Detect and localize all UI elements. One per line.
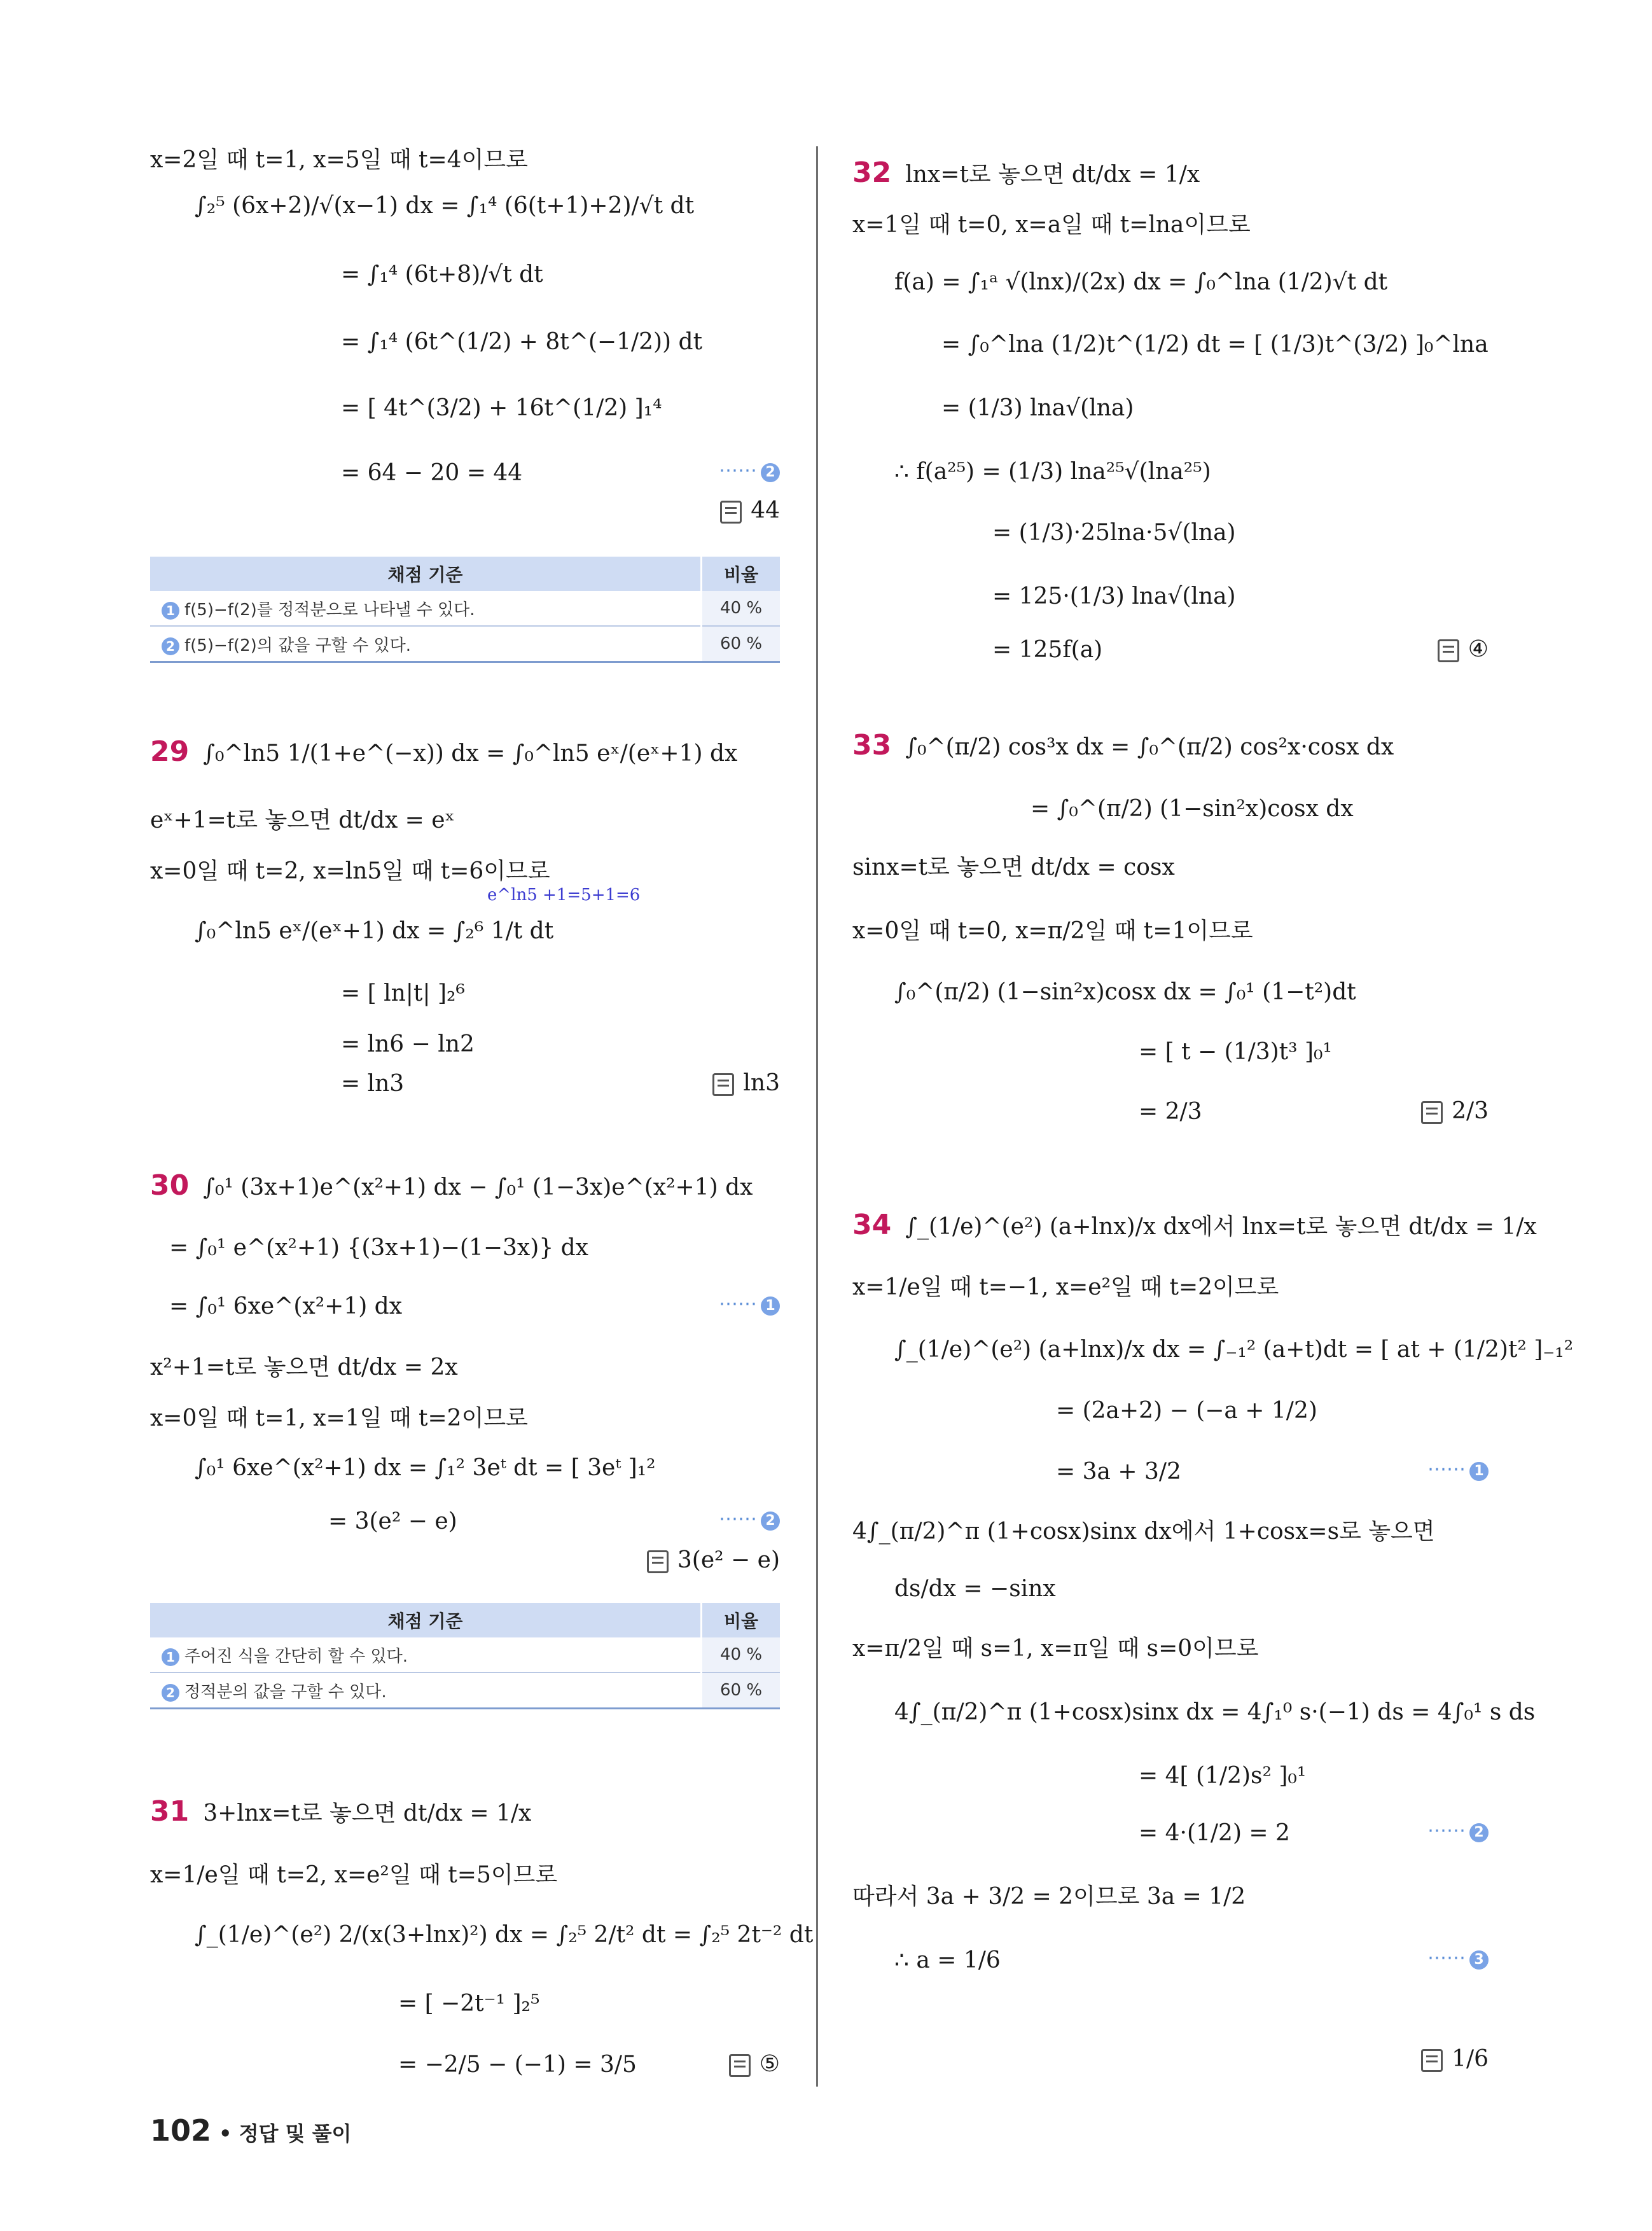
p34-line-9: 4∫_(π/2)^π (1+cosx)sinx dx = 4∫₁⁰ s·(−1) ds = 4∫₀¹ s ds [894, 1699, 1536, 1725]
table2-header-criteria: 채점 기준 [150, 1603, 702, 1637]
p29-expr: ∫₀^ln5 1/(1+e^(−x)) dx = ∫₀^ln5 eˣ/(eˣ+1) dx [203, 740, 738, 767]
step-dots: ⋯⋯ [1427, 1819, 1466, 1842]
ratio-cell: 60 % [702, 626, 781, 662]
p32-line-5: = (1/3) lna√(lna) [941, 395, 1134, 421]
p30-answer [647, 1547, 780, 1573]
table-row [150, 591, 780, 626]
step-number-icon: 2 [1469, 1823, 1489, 1842]
p34-line-8: x=π/2일 때 s=1, x=π일 때 s=0이므로 [852, 1636, 1259, 1662]
step-dots: ⋯⋯ [1427, 1458, 1466, 1480]
step-dots: ⋯⋯ [719, 459, 757, 482]
p28-line-5: = [ 4t^(3/2) + 16t^(1/2) ]₁⁴ [341, 395, 662, 421]
p34-expr: ∫_(1/e)^(e²) (a+lnx)/x dx에서 lnx=t로 놓으면 dt/dx = 1/x [905, 1214, 1537, 1240]
p29-answer [712, 1070, 780, 1096]
criteria-text: 주어진 식을 간단히 할 수 있다. [184, 1646, 408, 1666]
step-number-icon: 1 [761, 1296, 780, 1316]
ratio-cell: 40 % [702, 1637, 781, 1672]
p34-step-marker-2 [1427, 1819, 1489, 1842]
step-number-icon: 2 [162, 1684, 179, 1702]
p33-line-1 [852, 729, 1394, 761]
table-row [150, 1672, 780, 1709]
p33-answer-value: 2/3 [1452, 1098, 1489, 1124]
p28-line-1: x=2일 때 t=1, x=5일 때 t=4이므로 [150, 147, 528, 173]
p34-line-4: = (2a+2) − (−a + 1/2) [1056, 1398, 1317, 1424]
p34-line-3: ∫_(1/e)^(e²) (a+lnx)/x dx = ∫₋₁² (a+t)dt = [ at + (1/2)t² ]₋₁² [894, 1337, 1574, 1363]
p33-answer [1421, 1098, 1489, 1124]
column-divider [816, 146, 818, 2087]
p34-line-5: = 3a + 3/2 [1056, 1459, 1181, 1485]
p29-line-4: ∫₀^ln5 eˣ/(eˣ+1) dx = ∫₂⁶ 1/t dt [195, 918, 554, 944]
p32-line-8: = 125·(1/3) lna√(lna) [992, 583, 1236, 609]
p34-answer [1421, 2046, 1489, 2072]
p30-line-7: = 3(e² − e) [328, 1508, 457, 1534]
p30-line-6: ∫₀¹ 6xe^(x²+1) dx = ∫₁² 3eᵗ dt = [ 3eᵗ ]₁² [195, 1455, 656, 1481]
p33-line-2: = ∫₀^(π/2) (1−sin²x)cosx dx [1031, 796, 1354, 822]
ratio-cell: 60 % [702, 1672, 781, 1709]
answer-icon [1421, 1101, 1443, 1124]
p32-line-9: = 125f(a) [992, 637, 1103, 663]
answer-icon [712, 1073, 734, 1096]
answer-icon [720, 501, 742, 524]
p33-line-5: ∫₀^(π/2) (1−sin²x)cosx dx = ∫₀¹ (1−t²)dt [894, 979, 1356, 1005]
p29-line-6: = ln6 − ln2 [341, 1031, 475, 1057]
criteria-text: f(5)−f(2)의 값을 구할 수 있다. [184, 636, 412, 655]
p29-line-7: = ln3 [341, 1071, 405, 1097]
p34-answer-value: 1/6 [1452, 2046, 1489, 2072]
answer-icon [647, 1550, 669, 1573]
p34-line-1 [852, 1211, 1537, 1241]
p30-step-marker-1 [719, 1293, 780, 1316]
step-number-icon: 2 [761, 1512, 780, 1531]
p29-side-note: e^ln5 +1=5+1=6 [487, 886, 641, 905]
p30-line-1 [150, 1169, 753, 1202]
page-number: 102 [150, 2113, 212, 2148]
p28-line-3: = ∫₁⁴ (6t+8)/√t dt [341, 261, 543, 288]
p29-answer-value: ln3 [743, 1070, 780, 1096]
ratio-cell: 40 % [702, 591, 781, 626]
p31-answer [729, 2051, 780, 2077]
p31-line-5: = −2/5 − (−1) = 3/5 [398, 2052, 637, 2078]
problem-number: 33 [852, 729, 892, 761]
table-row [150, 626, 780, 662]
problem-number: 32 [852, 156, 892, 189]
problem-number: 34 [852, 1209, 892, 1241]
p30-expr: ∫₀¹ (3x+1)e^(x²+1) dx − ∫₀¹ (1−3x)e^(x²+1) dx [203, 1174, 753, 1200]
p28-line-2: ∫₂⁵ (6x+2)/√(x−1) dx = ∫₁⁴ (6(t+1)+2)/√t dt [195, 193, 695, 219]
p33-line-7: = 2/3 [1139, 1099, 1202, 1125]
p34-line-2: x=1/e일 때 t=−1, x=e²일 때 t=2이므로 [852, 1274, 1279, 1300]
p34-line-12: 따라서 3a + 3/2 = 2이므로 3a = 1/2 [852, 1884, 1246, 1910]
p31-line-4: = [ −2t⁻¹ ]₂⁵ [398, 1991, 540, 2017]
criteria-text: 정적분의 값을 구할 수 있다. [184, 1682, 387, 1702]
p32-answer-value: ④ [1468, 636, 1489, 662]
p30-answer-value: 3(e² − e) [677, 1547, 780, 1573]
p31-line-2: x=1/e일 때 t=2, x=e²일 때 t=5이므로 [150, 1862, 558, 1888]
p32-line-1 [852, 156, 1200, 189]
p31-expr: 3+lnx=t로 놓으면 dt/dx = 1/x [203, 1800, 532, 1826]
p33-expr: ∫₀^(π/2) cos³x dx = ∫₀^(π/2) cos²x·cosx dx [905, 734, 1394, 760]
answer-icon [1438, 639, 1459, 662]
table2-header-ratio: 비율 [702, 1603, 781, 1637]
problem-number: 31 [150, 1795, 190, 1828]
p33-line-6: = [ t − (1/3)t³ ]₀¹ [1139, 1039, 1332, 1065]
p30-line-4: x²+1=t로 놓으면 dt/dx = 2x [150, 1354, 458, 1380]
table-row [150, 1637, 780, 1672]
problem-number: 29 [150, 735, 190, 768]
p34-line-7: ds/dx = −sinx [894, 1576, 1056, 1602]
step-number-icon: 1 [1469, 1462, 1489, 1481]
p32-line-7: = (1/3)·25lna·5√(lna) [992, 520, 1236, 546]
step-number-icon: 2 [761, 463, 780, 482]
p28-answer-value: 44 [751, 497, 780, 524]
p32-line-4: = ∫₀^lna (1/2)t^(1/2) dt = [ (1/3)t^(3/2) ]₀^lna [941, 331, 1489, 358]
p34-line-11: = 4·(1/2) = 2 [1139, 1820, 1290, 1846]
problem-number: 30 [150, 1169, 190, 1202]
answer-icon [729, 2054, 751, 2077]
p31-line-3: ∫_(1/e)^(e²) 2/(x(3+lnx)²) dx = ∫₂⁵ 2/t² dt = ∫₂⁵ 2t⁻² dt [195, 1922, 814, 1948]
p32-answer [1438, 636, 1489, 662]
p29-line-5: = [ ln|t| ]₂⁶ [341, 980, 465, 1006]
p33-line-4: x=0일 때 t=0, x=π/2일 때 t=1이므로 [852, 918, 1253, 944]
p28-line-4: = ∫₁⁴ (6t^(1/2) + 8t^(−1/2)) dt [341, 329, 703, 355]
step-number-icon: 1 [162, 602, 179, 620]
footer-title: • 정답 및 풀이 [219, 2122, 352, 2146]
table1-header-ratio: 비율 [702, 557, 781, 591]
p32-line-2: x=1일 때 t=0, x=a일 때 t=lna이므로 [852, 212, 1251, 238]
p32-line-6: ∴ f(a²⁵) = (1/3) lna²⁵√(lna²⁵) [894, 459, 1211, 485]
step-number-icon: 3 [1469, 1950, 1489, 1970]
step-dots: ⋯⋯ [1427, 1947, 1466, 1969]
criteria-text: f(5)−f(2)를 정적분으로 나타낼 수 있다. [184, 600, 475, 620]
p28-answer [720, 497, 780, 524]
p29-line-3: x=0일 때 t=2, x=ln5일 때 t=6이므로 [150, 858, 550, 884]
table1-header-criteria: 채점 기준 [150, 557, 702, 591]
p34-line-13: ∴ a = 1/6 [894, 1947, 1001, 1973]
scoring-table-2 [150, 1603, 780, 1709]
p32-expr: lnx=t로 놓으면 dt/dx = 1/x [905, 162, 1200, 188]
p34-step-marker-3 [1427, 1947, 1489, 1970]
p34-step-marker-1 [1427, 1458, 1489, 1481]
step-dots: ⋯⋯ [719, 1293, 757, 1315]
page-footer [150, 2113, 351, 2148]
p28-step-marker [719, 459, 780, 482]
p29-line-2: eˣ+1=t로 놓으면 dt/dx = eˣ [150, 807, 455, 833]
p30-line-2: = ∫₀¹ e^(x²+1) {(3x+1)−(1−3x)} dx [169, 1235, 588, 1261]
p30-line-5: x=0일 때 t=1, x=1일 때 t=2이므로 [150, 1405, 528, 1431]
p34-line-10: = 4[ (1/2)s² ]₀¹ [1139, 1763, 1307, 1789]
p34-line-6: 4∫_(π/2)^π (1+cosx)sinx dx에서 1+cosx=s로 놓으면 [852, 1519, 1435, 1545]
p31-line-1 [150, 1795, 532, 1828]
answer-icon [1421, 2049, 1443, 2072]
p32-line-3: f(a) = ∫₁ᵃ √(lnx)/(2x) dx = ∫₀^lna (1/2)√t dt [894, 269, 1388, 295]
step-number-icon: 2 [162, 637, 179, 655]
p28-line-6: = 64 − 20 = 44 [341, 460, 523, 486]
p33-line-3: sinx=t로 놓으면 dt/dx = cosx [852, 854, 1175, 880]
p30-step-marker-2 [719, 1508, 780, 1531]
step-number-icon: 1 [162, 1648, 179, 1666]
step-dots: ⋯⋯ [719, 1508, 757, 1530]
scoring-table-1 [150, 557, 780, 663]
p29-line-1 [150, 735, 738, 768]
p30-line-3: = ∫₀¹ 6xe^(x²+1) dx [169, 1293, 403, 1319]
p31-answer-value: ⑤ [759, 2051, 780, 2077]
